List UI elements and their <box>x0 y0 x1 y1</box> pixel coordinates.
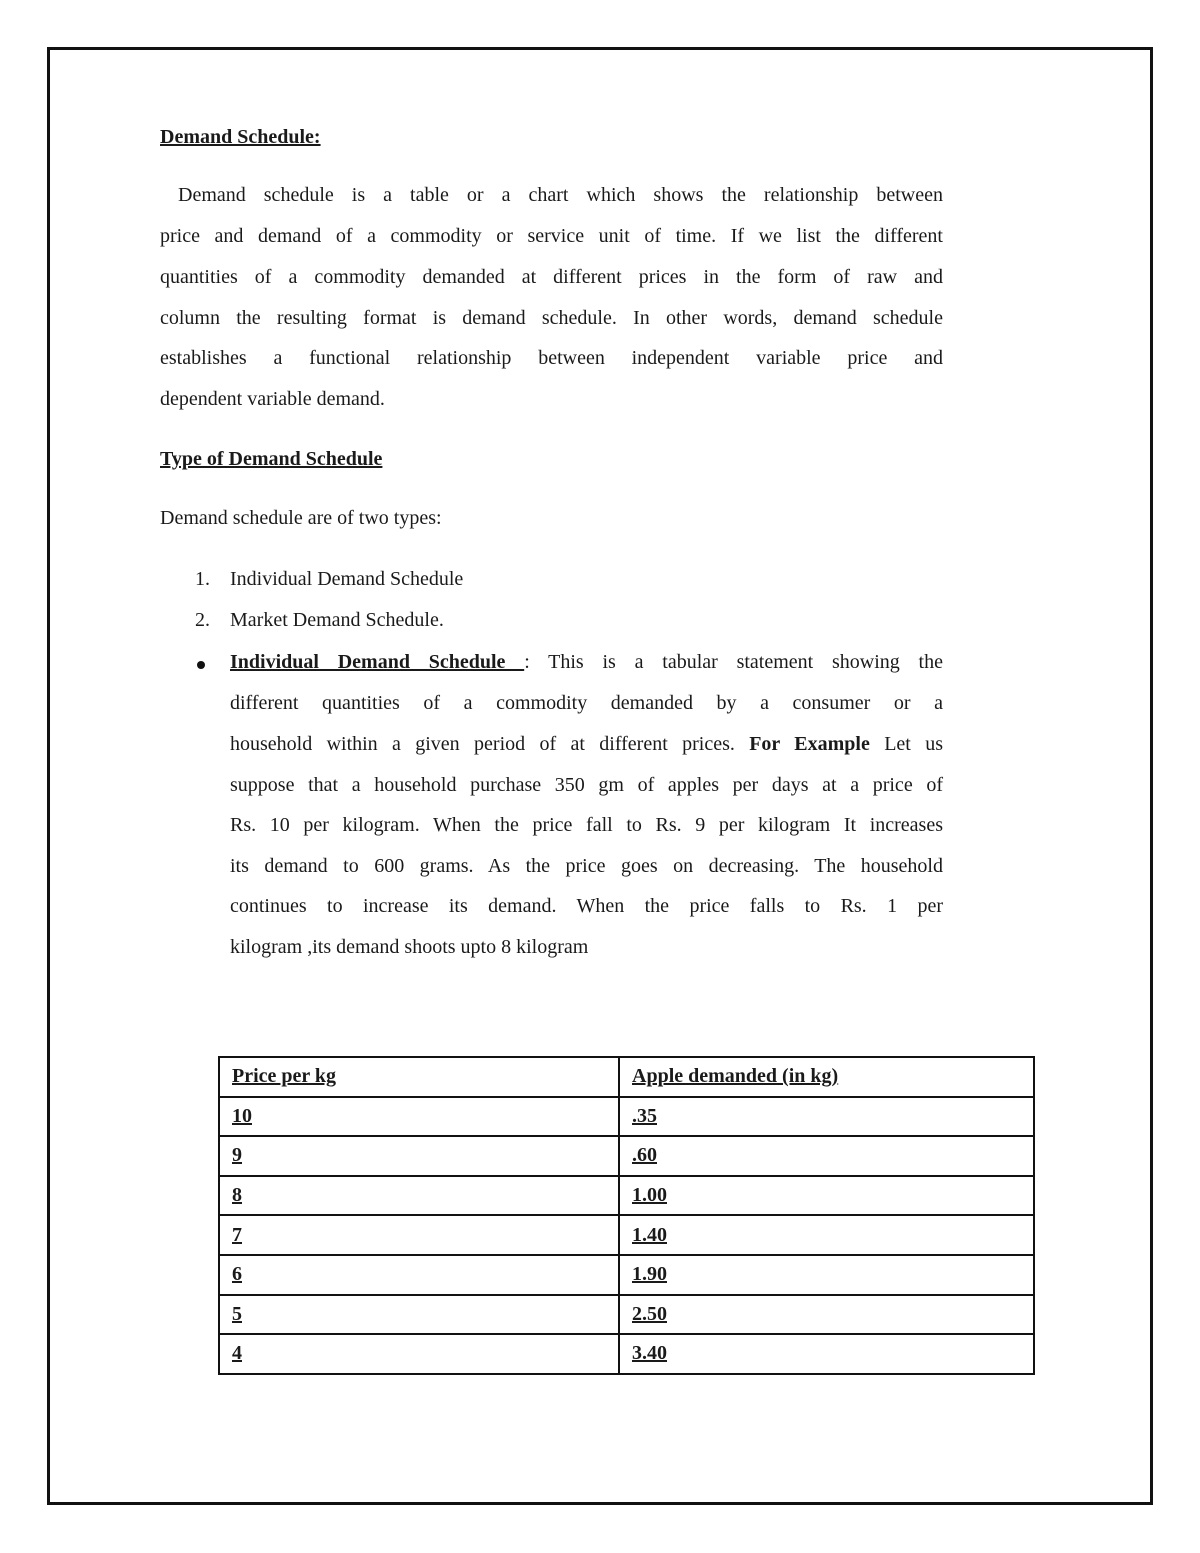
price-cell: 10 <box>219 1097 619 1137</box>
bullet-line: suppose that a household purchase 350 gm of apples per days at a price of <box>230 774 943 796</box>
table-row <box>219 1295 1034 1335</box>
bullet-line <box>230 733 943 756</box>
table-row <box>219 1136 1034 1176</box>
paragraph-line: price and demand of a commodity or service unit of time. If we list the different <box>160 225 943 247</box>
list-number: 1. <box>195 568 210 590</box>
bullet-line: Rs. 10 per kilogram. When the price fall to Rs. 9 per kilogram It increases <box>230 814 943 836</box>
bullet-line: kilogram ,its demand shoots upto 8 kilogram <box>230 936 589 958</box>
price-cell: 8 <box>219 1176 619 1216</box>
quantity-cell: .60 <box>619 1136 1034 1176</box>
intro-text: Demand schedule are of two types: <box>160 507 442 529</box>
bullet-text: : This is a tabular statement showing the <box>524 651 943 673</box>
table-row <box>219 1334 1034 1374</box>
quantity-cell: 2.50 <box>619 1295 1034 1335</box>
header-price: Price per kg <box>219 1057 619 1097</box>
list-number: 2. <box>195 609 210 631</box>
bullet-text: Let us <box>869 733 943 755</box>
quantity-cell: 1.40 <box>619 1215 1034 1255</box>
paragraph-line: column the resulting format is demand schedule. In other words, demand schedule <box>160 307 943 329</box>
price-cell: 4 <box>219 1334 619 1374</box>
price-cell: 6 <box>219 1255 619 1295</box>
list-item: Market Demand Schedule. <box>230 609 444 631</box>
table-row <box>219 1255 1034 1295</box>
table-row <box>219 1097 1034 1137</box>
quantity-cell: .35 <box>619 1097 1034 1137</box>
heading-demand-schedule: Demand Schedule: <box>160 126 321 148</box>
bullet-term: Individual Demand Schedule <box>230 651 525 673</box>
bullet-text: household within a given period of at different prices. <box>230 733 750 755</box>
table-row <box>219 1176 1034 1216</box>
paragraph-line: Demand schedule is a table or a chart which shows the relationship between <box>178 184 943 206</box>
bullet-line: different quantities of a commodity demanded by a consumer or a <box>230 692 943 714</box>
bullet-line: continues to increase its demand. When the price falls to Rs. 1 per <box>230 895 943 917</box>
table-row <box>219 1215 1034 1255</box>
paragraph-line: establishes a functional relationship between independent variable price and <box>160 347 943 369</box>
bullet-first-line <box>230 651 943 674</box>
price-cell: 7 <box>219 1215 619 1255</box>
price-cell: 5 <box>219 1295 619 1335</box>
header-apple-demanded: Apple demanded (in kg) <box>619 1057 1034 1097</box>
for-example-label: For Example <box>749 733 870 755</box>
table-header-row <box>219 1057 1034 1097</box>
quantity-cell: 3.40 <box>619 1334 1034 1374</box>
paragraph-line: dependent variable demand. <box>160 388 385 410</box>
quantity-cell: 1.00 <box>619 1176 1034 1216</box>
quantity-cell: 1.90 <box>619 1255 1034 1295</box>
paragraph-line: quantities of a commodity demanded at different prices in the form of raw and <box>160 266 943 288</box>
demand-schedule-table <box>218 1056 1035 1375</box>
bullet-line: its demand to 600 grams. As the price goes on decreasing. The household <box>230 855 943 877</box>
bullet-icon <box>197 661 205 669</box>
list-item: Individual Demand Schedule <box>230 568 464 590</box>
heading-type-of-demand-schedule: Type of Demand Schedule <box>160 448 383 470</box>
price-cell: 9 <box>219 1136 619 1176</box>
